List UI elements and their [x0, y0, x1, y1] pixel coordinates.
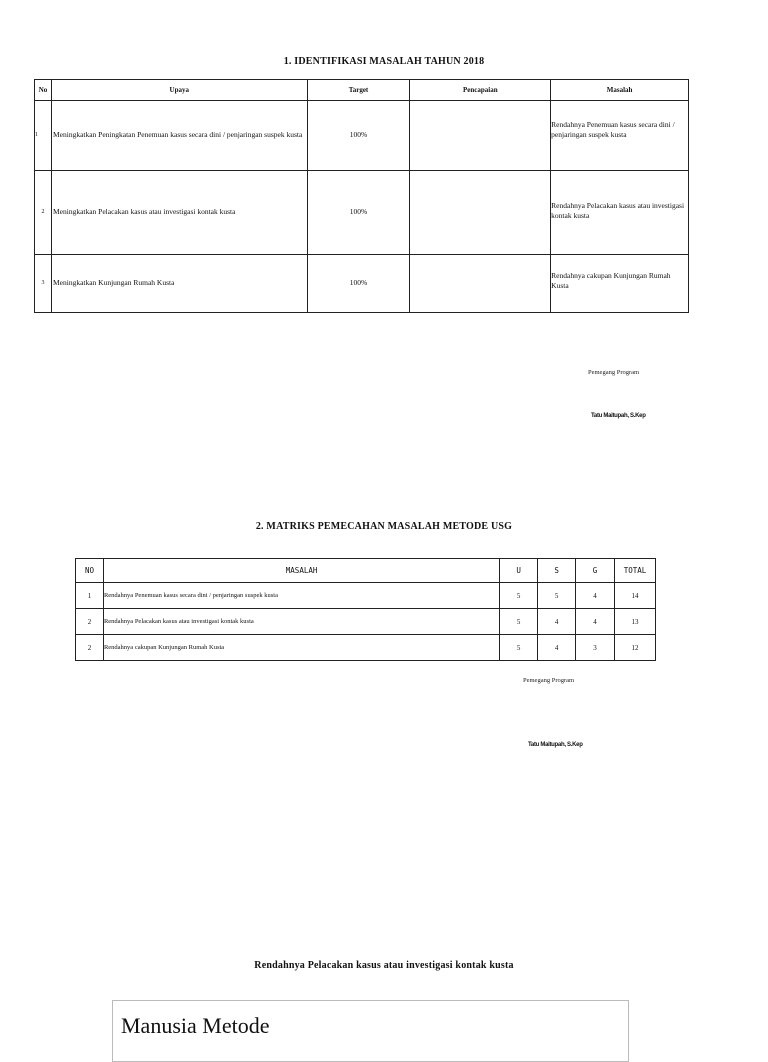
row-g: 3	[576, 635, 615, 661]
signature-name: Tatu Maitupah, S.Kep	[591, 413, 646, 419]
signature-label: Pemegang Program	[523, 677, 575, 684]
signature-name: Tatu Maitupah, S.Kep	[528, 742, 583, 748]
col-header-total: TOTAL	[614, 559, 655, 583]
row-total: 13	[614, 609, 655, 635]
col-header-u: U	[500, 559, 538, 583]
row-u: 5	[500, 635, 538, 661]
row-target: 100%	[307, 255, 410, 313]
table-row	[35, 255, 689, 313]
row-pencapaian	[410, 255, 551, 313]
row-masalah: Rendahnya Penemuan kasus secara dini / penjaringan suspek kusta	[103, 583, 499, 609]
row-u: 5	[500, 583, 538, 609]
row-s: 5	[538, 583, 576, 609]
col-header-s: S	[538, 559, 576, 583]
row-no: 1	[76, 583, 104, 609]
table-row	[35, 171, 689, 255]
box-heading: Manusia Metode	[121, 1013, 270, 1038]
col-header-upaya: Upaya	[51, 80, 307, 101]
col-header-g: G	[576, 559, 615, 583]
row-masalah: Rendahnya Pelacakan kasus atau investigasi kontak kusta	[103, 609, 499, 635]
section1-title: 1. IDENTIFIKASI MASALAH TAHUN 2018	[283, 56, 485, 67]
row-s: 4	[538, 635, 576, 661]
row-no: 2	[35, 171, 52, 255]
row-target: 100%	[307, 171, 410, 255]
fishbone-diagram-box	[112, 1000, 629, 1062]
signature-label: Pemegang Program	[588, 369, 640, 376]
row-no: 1	[35, 101, 52, 171]
row-total: 14	[614, 583, 655, 609]
table-row	[35, 101, 689, 171]
table-row	[76, 635, 656, 661]
row-pencapaian	[410, 171, 551, 255]
row-target: 100%	[307, 101, 410, 171]
row-masalah: Rendahnya cakupan Kunjungan Rumah Kusta	[103, 635, 499, 661]
row-upaya: Meningkatkan Kunjungan Rumah Kusta	[51, 255, 307, 313]
row-no: 2	[76, 609, 104, 635]
col-header-no: No	[35, 80, 52, 101]
table-header-row	[76, 559, 656, 583]
section3-title: Rendahnya Pelacakan kasus atau investigasi kontak kusta	[254, 960, 514, 971]
col-header-target: Target	[307, 80, 410, 101]
table-row	[76, 609, 656, 635]
table-row	[76, 583, 656, 609]
col-header-masalah: MASALAH	[103, 559, 499, 583]
row-pencapaian	[410, 101, 551, 171]
row-g: 4	[576, 609, 615, 635]
col-header-masalah: Masalah	[551, 80, 689, 101]
row-g: 4	[576, 583, 615, 609]
identifikasi-masalah-table	[34, 79, 689, 313]
col-header-pencapaian: Pencapaian	[410, 80, 551, 101]
row-u: 5	[500, 609, 538, 635]
row-upaya: Meningkatkan Pelacakan kasus atau investigasi kontak kusta	[51, 171, 307, 255]
row-s: 4	[538, 609, 576, 635]
row-masalah: Rendahnya Penemuan kasus secara dini / penjaringan suspek kusta	[551, 101, 689, 171]
section2-title: 2. MATRIKS PEMECAHAN MASALAH METODE USG	[255, 521, 513, 532]
row-masalah: Rendahnya cakupan Kunjungan Rumah Kusta	[551, 255, 689, 313]
row-upaya: Meningkatkan Peningkatan Penemuan kasus secara dini / penjaringan suspek kusta	[51, 101, 307, 171]
row-total: 12	[614, 635, 655, 661]
table-header-row	[35, 80, 689, 101]
matriks-usg-table	[75, 558, 656, 661]
row-no: 2	[76, 635, 104, 661]
row-masalah: Rendahnya Pelacakan kasus atau investigasi kontak kusta	[551, 171, 689, 255]
col-header-no: NO	[76, 559, 104, 583]
row-no: 3	[35, 255, 52, 313]
